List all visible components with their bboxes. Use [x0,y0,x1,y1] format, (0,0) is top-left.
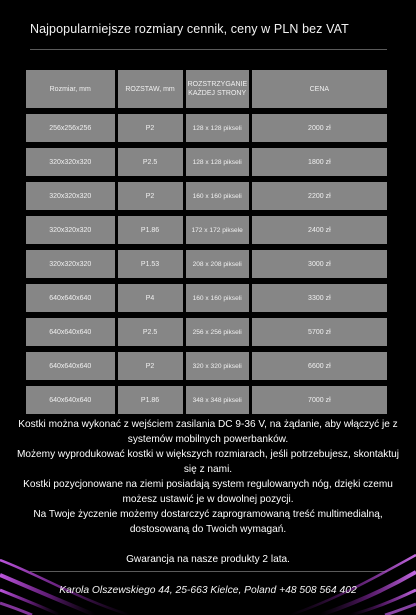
table-row [26,182,387,210]
cell-pitch: P2 [118,352,183,380]
header-resolution: ROZSTRZYGANIE KAŻDEJ STRONY [186,70,249,108]
cell-resolution: 172 x 172 piksele [186,216,249,244]
cell-resolution: 208 x 208 pikseli [186,250,249,278]
bottom-divider [30,571,387,572]
table-row [26,318,387,346]
header-size: Rozmiar, mm [26,70,115,108]
cell-size: 640x640x640 [26,318,115,346]
cell-resolution: 160 x 160 pikseli [186,182,249,210]
cell-resolution: 128 x 128 pikseli [186,148,249,176]
table-row [26,250,387,278]
top-divider [30,49,387,50]
cell-pitch: P2 [118,114,183,142]
cell-pitch: P4 [118,284,183,312]
cell-size: 320x320x320 [26,216,115,244]
cell-price: 2400 zł [252,216,387,244]
description-paragraph: Możemy wyprodukować kostki w większych rozmiarach, jeśli potrzebujesz, skontaktuj się z nami. [16,449,399,475]
cell-price: 2000 zł [252,114,387,142]
cell-pitch: P2.5 [118,148,183,176]
guarantee-text: Gwarancja na nasze produkty 2 lata. [126,554,290,565]
cell-resolution: 320 x 320 pikseli [186,352,249,380]
table-row [26,284,387,312]
cell-pitch: P1.86 [118,386,183,414]
footer-address: Karola Olszewskiego 44, 25-663 Kielce, Poland +48 508 564 402 [59,585,357,596]
price-table [23,64,390,420]
cell-size: 640x640x640 [26,352,115,380]
cell-resolution: 128 x 128 pikseli [186,114,249,142]
cell-price: 3000 zł [252,250,387,278]
description-paragraph: Kostki pozycjonowane na ziemi posiadają system regulowanych nóg, dzięki czemu możesz ustawić je w dowolnej pozycji. [23,479,393,505]
cell-size: 256x256x256 [26,114,115,142]
cell-size: 320x320x320 [26,148,115,176]
cell-pitch: P1.53 [118,250,183,278]
table-row [26,216,387,244]
cell-price: 7000 zł [252,386,387,414]
cell-pitch: P2 [118,182,183,210]
cell-resolution: 348 x 348 pikseli [186,386,249,414]
cell-resolution: 256 x 256 pikseli [186,318,249,346]
header-price: CENA [252,70,387,108]
cell-size: 640x640x640 [26,284,115,312]
description-block [15,417,401,567]
cell-size: 320x320x320 [26,182,115,210]
cell-price: 5700 zł [252,318,387,346]
cell-pitch: P1.86 [118,216,183,244]
header-pitch: ROZSTAW, mm [118,70,183,108]
cell-price: 6600 zł [252,352,387,380]
table-row [26,148,387,176]
cell-resolution: 160 x 160 pikseli [186,284,249,312]
cell-price: 2200 zł [252,182,387,210]
cell-size: 320x320x320 [26,250,115,278]
table-row [26,114,387,142]
page-title: Najpopularniejsze rozmiary cennik, ceny w PLN bez VAT [30,22,349,36]
table-row [26,352,387,380]
cell-price: 1800 zł [252,148,387,176]
table-header-row [26,70,387,108]
cell-price: 3300 zł [252,284,387,312]
description-paragraph: Na Twoje życzenie możemy dostarczyć zaprogramowaną treść multimedialną, dostosowaną do Twoich wymagań. [33,509,383,535]
cell-size: 640x640x640 [26,386,115,414]
table-row [26,386,387,414]
cell-pitch: P2.5 [118,318,183,346]
description-paragraph: Kostki można wykonać z wejściem zasilania DC 9-36 V, na żądanie, aby włączyć je z systemów mobilnych powerbanków. [18,419,398,445]
